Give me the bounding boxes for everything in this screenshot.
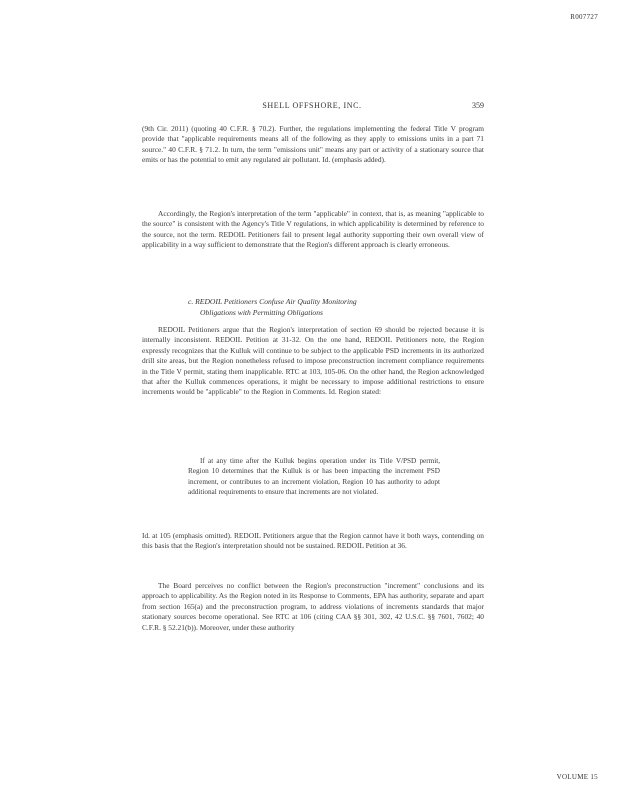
block-quote: If at any time after the Kulluk begins operation under its Title V/PSD permit, Region 10 determines that the Kulluk is or has been impacting the increment PSD increment, or contributes to an increment violation, Region 10 has authority to adopt additional requirements to ensure that increments are not violated.: [188, 457, 440, 496]
paragraph-1: (9th Cir. 2011) (quoting 40 C.F.R. § 70.2). Further, the regulations implementing the federal Title V program provide that "applicable requirements means all of the following as they apply to emissions units in a part 71 source." 40 C.F.R. § 71.2. In turn, the term "emissions unit" means any part or activity of a stationary source that emits or has the potential to emit any regulated air pollutant. Id. (emphasis added).: [142, 124, 484, 165]
paragraph-3: REDOIL Petitioners argue that the Region's interpretation of section 69 should be rejected because it is internally inconsistent. REDOIL Petition at 31-32. On the one hand, REDOIL Petitioners note, the Region expressly recognizes that the Kulluk will continue to be subject to the applicable PSD increments in its authorized drill site areas, but the Region nonetheless refused to impose preconstruction increment compliance requirements in the Title V permit, stating them inapplicable. RTC at 103, 105-06. On the other hand, the Region acknowledged that after the Kulluk commences operations, it might be necessary to impose additional restrictions to ensure increments would be "applicable" to the Region in Comments. Id. Region stated:: [142, 325, 484, 397]
paragraph-5: The Board perceives no conflict between the Region's preconstruction "increment" conclusions and its approach to applicability. As the Region noted in its Response to Comments, EPA has authority, separate and apart from section 165(a) and the preconstruction program, to address violations of increments standards that major stationary sources become operational. See RTC at 106 (citing CAA §§ 301, 302, 42 U.S.C. §§ 7601, 7602; 40 C.F.R. § 52.21(b)). Moreover, under these authority: [142, 581, 484, 632]
running-header: [140, 101, 484, 113]
paragraph-2: Accordingly, the Region's interpretation of the term "applicable" in context, that is, as meaning "applicable to the source" is consistent with the Agency's Title V regulations, in which applicability is determined by reference to the source, not the term. REDOIL Petitioners fail to present legal authority supporting their own overall view of applicability in a way sufficient to demonstrate that the Region's different approach is clearly erroneous.: [142, 209, 484, 250]
section-heading-line-1: c. REDOIL Petitioners Confuse Air Quality Monitoring: [188, 297, 357, 306]
paragraph-4: Id. at 105 (emphasis omitted). REDOIL Petitioners argue that the Region cannot have it both ways, contending on this basis that the Region's interpretation should not be sustained. REDOIL Petition at 36.: [142, 531, 484, 551]
page-number: 359: [472, 101, 484, 110]
bates-stamp-top: R007727: [570, 13, 598, 21]
section-heading-line-2: Obligations with Permitting Obligations: [200, 307, 323, 317]
section-heading: [188, 297, 458, 318]
running-title: SHELL OFFSHORE, INC.: [262, 101, 362, 110]
bates-stamp-bottom: VOLUME 15: [556, 773, 598, 781]
